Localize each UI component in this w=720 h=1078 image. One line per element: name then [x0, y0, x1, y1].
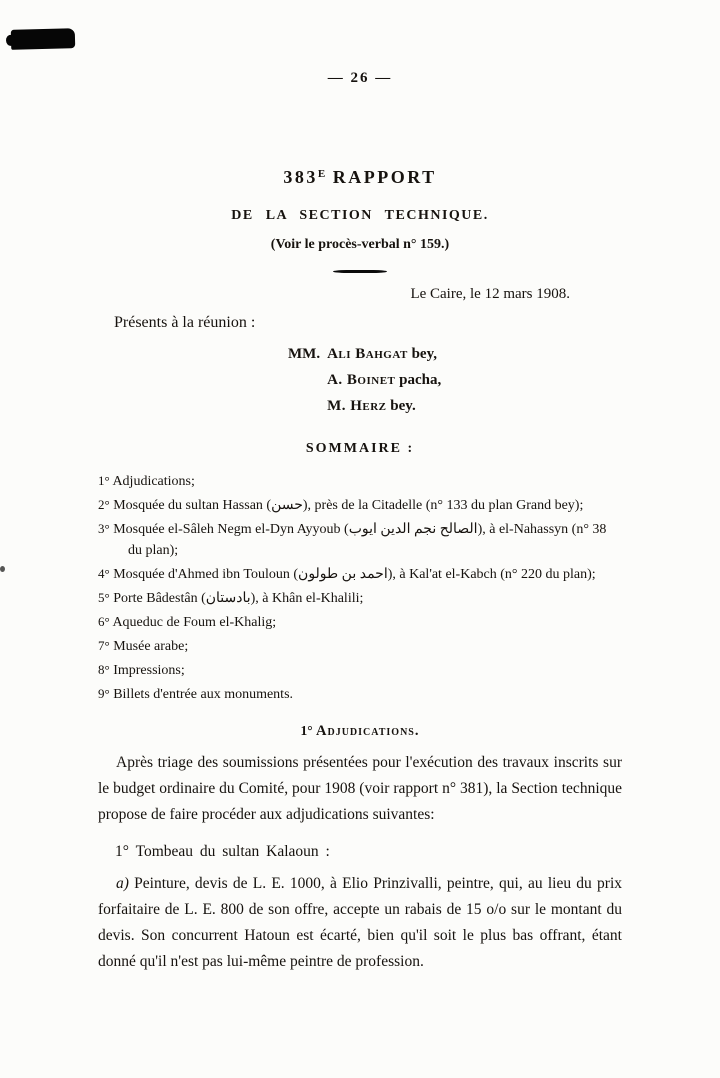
- heading-text: Adjudications.: [316, 723, 420, 739]
- report-number-exponent: E: [317, 168, 326, 180]
- sommaire-item: [98, 683, 622, 705]
- item-text: Mosquée el-Sâleh Negm el-Dyn Ayyoub (الصالح نجم الدين ايوب), à el-Nahassyn (n° 38 du plan);: [113, 522, 607, 558]
- sommaire-item: [98, 563, 622, 585]
- sommaire-item: [98, 518, 622, 561]
- item-number: 3°: [98, 521, 110, 536]
- item-number: 8°: [98, 662, 110, 677]
- sommaire-heading: SOMMAIRE :: [305, 441, 415, 456]
- paragraph-intro: Après triage des soumissions présentées pour l'exécution des travaux inscrits sur le budget ordinaire du Comité, pour 1908 (voir rapport n° 381), la Section technique propose de faire procéder aux adjudications suivantes:: [98, 754, 622, 823]
- item-text: Adjudications;: [112, 474, 195, 489]
- report-word: RAPPORT: [332, 167, 437, 187]
- presents-line: Présents à la réunion :: [114, 314, 256, 331]
- item-number: 6°: [98, 614, 110, 629]
- report-number: 383: [283, 167, 318, 187]
- sommaire-list: [98, 470, 622, 705]
- subheading-number: 1°: [115, 843, 129, 860]
- sommaire-item: [98, 611, 622, 633]
- subheading-text: Tombeau du sultan Kalaoun :: [135, 843, 330, 860]
- page-number: — 26 —: [327, 70, 393, 86]
- sommaire-item: [98, 470, 622, 492]
- paragraph-a-lead: a): [116, 875, 129, 892]
- attendee-title: bey,: [411, 346, 437, 362]
- attendee-row: [327, 393, 441, 419]
- page-content: [98, 70, 622, 975]
- item-number: 9°: [98, 686, 110, 701]
- attendee-name: A. Boinet: [327, 372, 396, 388]
- item-number: 5°: [98, 590, 110, 605]
- attendee-title: bey.: [390, 398, 416, 414]
- attendee-row: [327, 367, 441, 393]
- attendee-row: [327, 341, 441, 367]
- divider-rule: [333, 270, 387, 273]
- adjudications-heading: [98, 723, 622, 740]
- item-text: Impressions;: [113, 663, 185, 678]
- paragraph-a: [98, 871, 622, 975]
- sommaire-item: [98, 587, 622, 609]
- attendees-prefix: MM.: [288, 346, 321, 362]
- item-text: Aqueduc de Foum el-Khalig;: [112, 615, 277, 630]
- report-title: [98, 167, 622, 188]
- heading-number: 1°: [300, 723, 313, 738]
- attendee-name: Ali Bahgat: [327, 346, 408, 362]
- item-number: 4°: [98, 566, 110, 581]
- dateline: Le Caire, le 12 mars 1908.: [410, 286, 570, 302]
- item-text: Billets d'entrée aux monuments.: [113, 687, 294, 702]
- attendees-list: [327, 341, 441, 419]
- scan-speck-artifact: [0, 566, 5, 572]
- item-text: Mosquée d'Ahmed ibn Touloun (احمد بن طولون), à Kal'at el-Kabch (n° 220 du plan);: [113, 567, 596, 582]
- attendees-block: [98, 341, 622, 419]
- reference-line: (Voir le procès-verbal n° 159.): [270, 237, 450, 252]
- item-text: Porte Bâdestân (بادستان), à Khân el-Khalili;: [113, 591, 364, 606]
- item-text: Mosquée du sultan Hassan (حسن), près de la Citadelle (n° 133 du plan Grand bey);: [113, 498, 584, 513]
- item-number: 2°: [98, 497, 110, 512]
- attendee-title: pacha,: [399, 372, 442, 388]
- scan-ink-artifact: [11, 28, 76, 50]
- section-title: DE LA SECTION TECHNIQUE.: [231, 208, 489, 223]
- subheading-kalaoun: [98, 843, 622, 861]
- item-number: 1°: [98, 473, 110, 488]
- sommaire-item: [98, 659, 622, 681]
- item-number: 7°: [98, 638, 110, 653]
- sommaire-item: [98, 635, 622, 657]
- item-text: Musée arabe;: [113, 639, 189, 654]
- sommaire-item: [98, 494, 622, 516]
- paragraph-a-text: Peinture, devis de L. E. 1000, à Elio Prinzivalli, peintre, qui, au lieu du prix forfaitaire de L. E. 800 de son offre, accepte un rabais de 15 o/o sur le montant du devis. Son concurrent Hatoun est écarté, bien qu'il soit le plus bas offrant, étant donné qu'il n'est pas lui-même peintre de profession.: [98, 875, 623, 970]
- attendee-name: M. Herz: [327, 398, 387, 414]
